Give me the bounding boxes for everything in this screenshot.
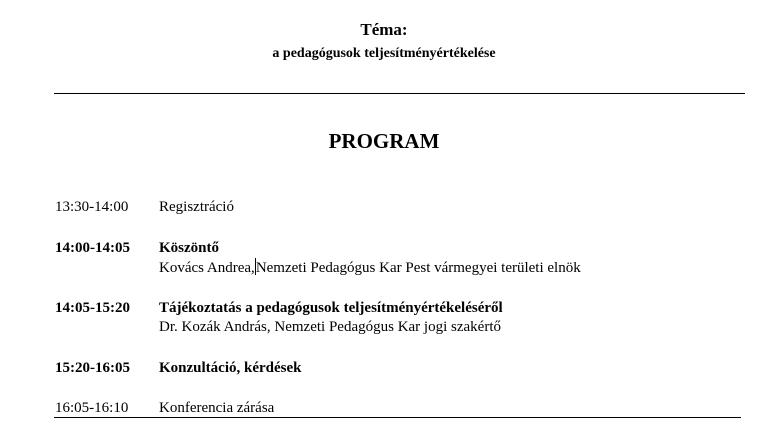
agenda-speaker: Dr. Kozák András, Nemzeti Pedagógus Kar jogi szakértő	[159, 319, 501, 335]
agenda-title: Tájékoztatás a pedagógusok teljesítményértékeléséről	[159, 300, 503, 316]
top-divider	[54, 93, 745, 94]
agenda-time: 13:30-14:00	[55, 199, 129, 215]
agenda-title: Konzultáció, kérdések	[159, 360, 302, 376]
agenda-title: Köszöntő	[159, 240, 219, 256]
topic-label: Téma:	[360, 20, 408, 39]
program-title: PROGRAM	[328, 129, 440, 153]
speaker-role: Nemzeti Pedagógus Kar Pest vármegyei területi elnök	[255, 260, 581, 276]
agenda-title: Regisztráció	[159, 199, 234, 215]
bottom-divider	[54, 417, 741, 418]
agenda-time: 16:05-16:10	[55, 400, 129, 416]
speaker-name: Kovács Andrea,	[159, 260, 255, 276]
topic-text: a pedagógusok teljesítményértékelése	[272, 46, 496, 61]
agenda-time: 14:00-14:05	[55, 240, 130, 256]
agenda-title: Konferencia zárása	[159, 400, 275, 416]
agenda-time: 14:05-15:20	[55, 300, 130, 316]
agenda-time: 15:20-16:05	[55, 360, 130, 376]
agenda-speaker[interactable]	[159, 258, 581, 277]
